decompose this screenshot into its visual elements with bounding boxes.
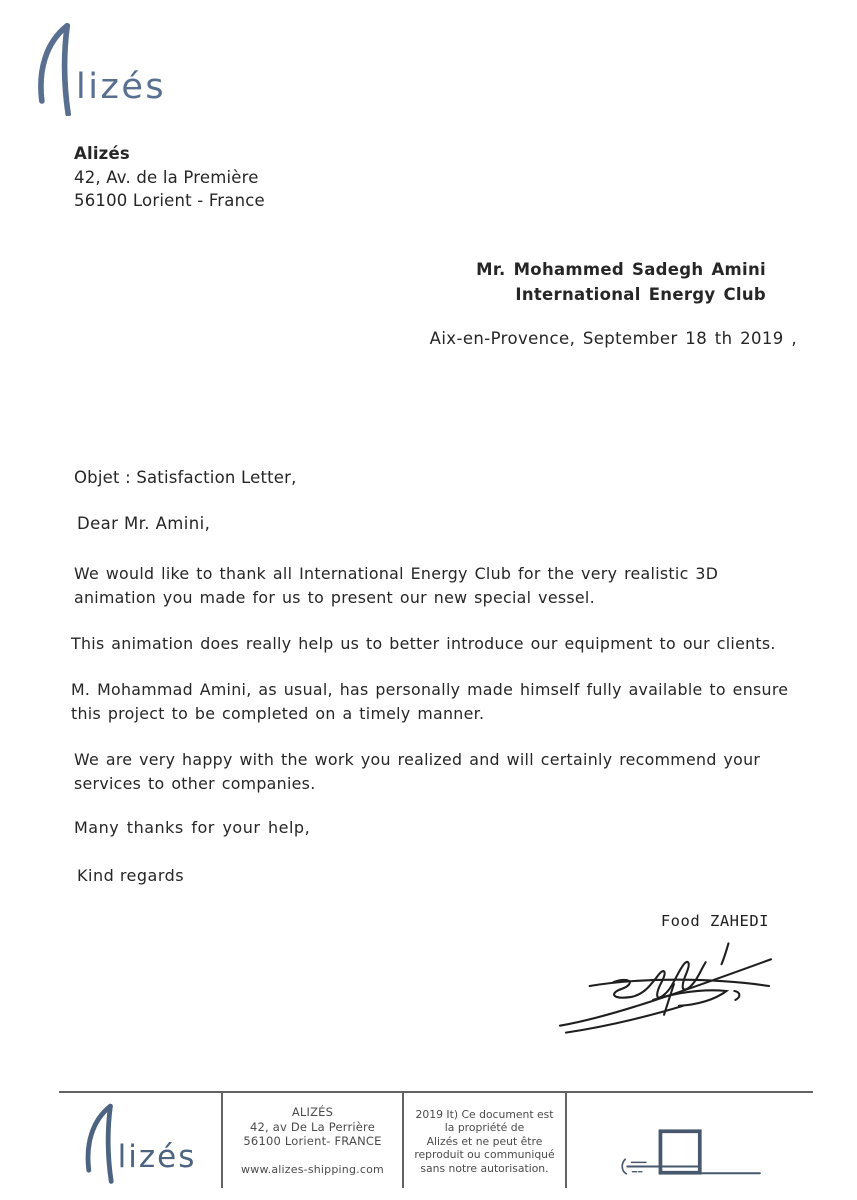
paragraph-line: services to other companies. bbox=[74, 773, 316, 793]
salutation: Dear Mr. Amini, bbox=[77, 514, 211, 533]
paragraph-2 bbox=[71, 632, 776, 656]
subject-line: Objet : Satisfaction Letter, bbox=[74, 468, 297, 487]
dateline: Aix-en-Provence, September 18 th 2019 , bbox=[429, 329, 797, 348]
signer-name: Food ZAHEDI bbox=[660, 912, 769, 930]
footer-company-cell bbox=[223, 1093, 404, 1188]
footer-legal-line: reproduit ou communiqué bbox=[414, 1148, 555, 1162]
footer-company-address: 42, av De La Perrière bbox=[249, 1119, 376, 1134]
footer-company-address: 56100 Lorient- FRANCE bbox=[243, 1134, 382, 1148]
alizes-logo bbox=[36, 22, 166, 116]
sender-name: Alizés bbox=[74, 144, 130, 163]
footer-icon-cell bbox=[567, 1093, 813, 1188]
footer-logo-cell bbox=[59, 1093, 223, 1188]
signature-scribble bbox=[558, 938, 776, 1040]
sender-address-line: 56100 Lorient - France bbox=[74, 191, 265, 210]
paragraph-4 bbox=[74, 748, 760, 795]
sender-address-block bbox=[74, 142, 265, 213]
recipient-block bbox=[476, 258, 766, 307]
paragraph-line: animation you made for us to present our new special vessel. bbox=[74, 587, 595, 607]
closing-regards: Kind regards bbox=[77, 866, 185, 885]
footer-legal-line: 2019 It) Ce document est bbox=[415, 1108, 554, 1121]
paragraph-line: We would like to thank all International Energy Club for the very realistic 3D bbox=[74, 564, 719, 583]
footer-alizes-logo bbox=[84, 1102, 197, 1184]
recipient-organization: International Energy Club bbox=[515, 284, 766, 304]
recipient-name: Mr. Mohammed Sadegh Amini bbox=[476, 260, 766, 279]
paragraph-1 bbox=[74, 562, 718, 609]
paragraph-line: We are very happy with the work you realized and will certainly recommend your bbox=[74, 750, 761, 769]
sender-address-line: 42, Av. de la Première bbox=[74, 167, 259, 187]
alizes-sail-icon bbox=[36, 22, 74, 116]
paragraph-line: this project to be completed on a timely manner. bbox=[71, 703, 485, 723]
paragraph-line: M. Mohammad Amini, as usual, has personally made himself fully available to ensure bbox=[71, 680, 789, 699]
alizes-logo-text: lizés bbox=[76, 67, 167, 107]
footer-legal-line: la propriété de bbox=[444, 1121, 525, 1135]
footer-box-icon bbox=[619, 1125, 764, 1179]
alizes-sail-icon bbox=[84, 1102, 116, 1184]
paragraph-3 bbox=[71, 678, 788, 725]
footer-legal-cell bbox=[404, 1093, 567, 1188]
footer bbox=[59, 1091, 813, 1188]
footer-company-name: ALIZÉS bbox=[291, 1105, 334, 1119]
footer-alizes-logo-text: lizés bbox=[117, 1138, 197, 1175]
footer-legal-line: Alizés et ne peut être bbox=[426, 1134, 543, 1148]
footer-website: www.alizes-shipping.com bbox=[241, 1162, 384, 1176]
footer-legal-line: sans notre autorisation. bbox=[420, 1161, 549, 1175]
closing-thanks: Many thanks for your help, bbox=[74, 818, 311, 837]
paragraph-line: This animation does really help us to better introduce our equipment to our clients. bbox=[71, 634, 776, 653]
